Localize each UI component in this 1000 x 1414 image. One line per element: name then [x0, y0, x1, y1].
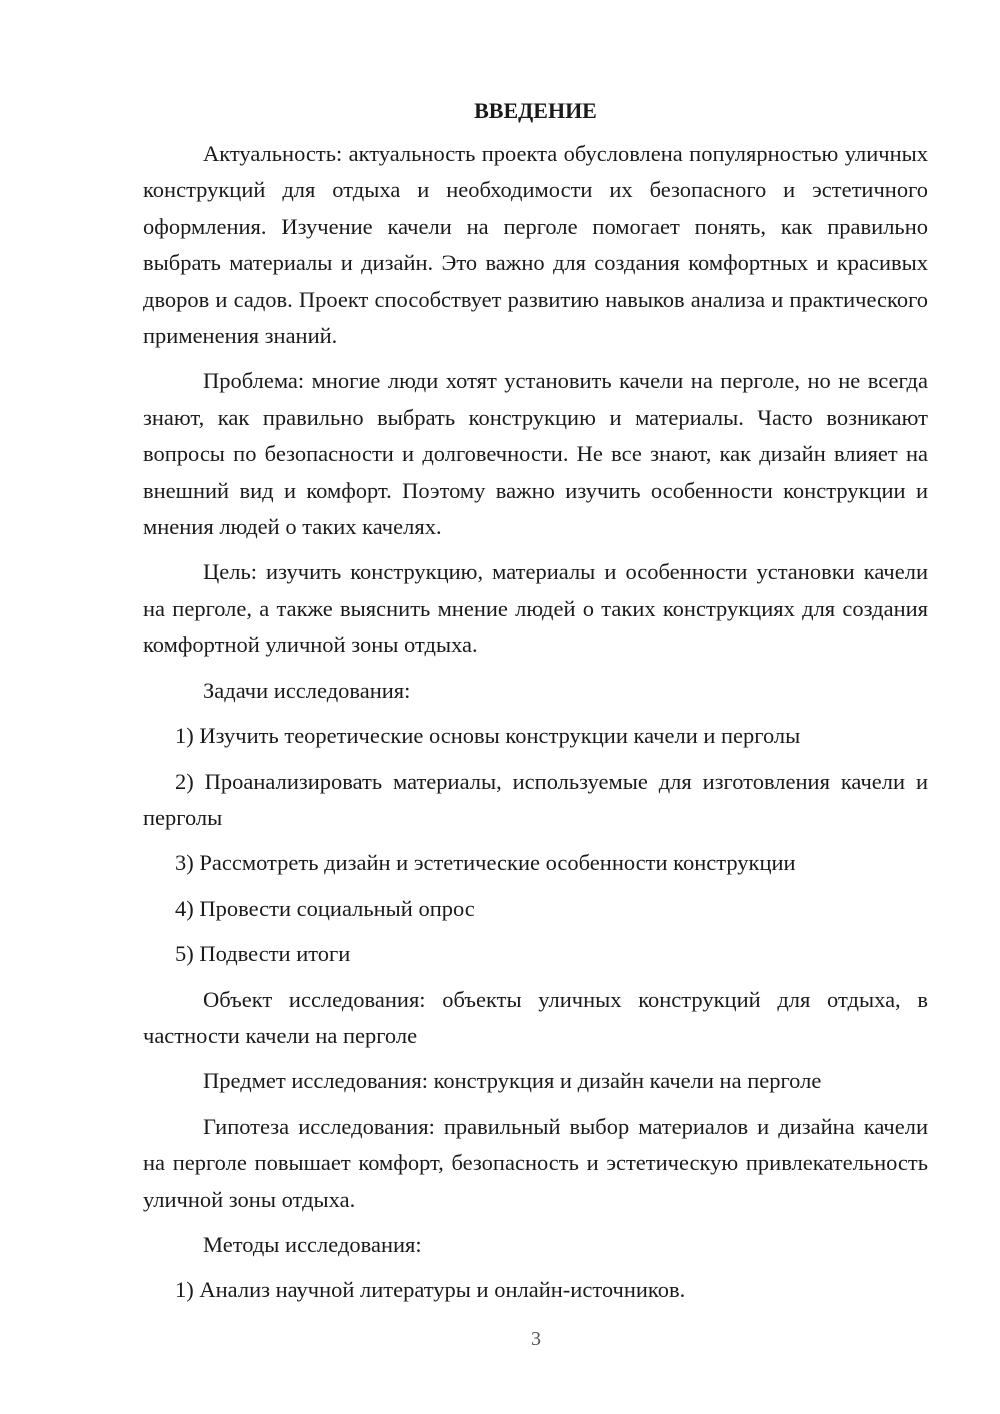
- paragraph-problem: Проблема: многие люди хотят установить качели на перголе, но не всегда знают, как правильно выбрать конструкцию и материалы. Часто возникают вопросы по безопасности и долговечности. Не все знают, как дизайн влияет на внешний вид и комфорт. Поэтому важно изучить особенности конструкции и мнения людей о таких качелях.: [143, 368, 928, 540]
- paragraph-goal: Цель: изучить конструкцию, материалы и особенности установки качели на перголе, а также выяснить мнение людей о таких конструкциях для создания комфортной уличной зоны отдыха.: [143, 559, 928, 658]
- task-item-5: 5) Подвести итоги: [175, 941, 351, 967]
- task-item-2: 2) Проанализировать материалы, используемые для изготовления качели и перголы: [143, 768, 928, 830]
- page-number: 3: [531, 1328, 541, 1350]
- task-item-1: 1) Изучить теоретические основы конструкции качели и перголы: [175, 723, 801, 749]
- task-item-4: 4) Провести социальный опрос: [175, 895, 475, 921]
- page-content: [143, 94, 928, 1318]
- method-item-1: 1) Анализ научной литературы и онлайн-источников.: [175, 1277, 686, 1303]
- paragraph-tasks-heading: Задачи исследования:: [203, 677, 411, 703]
- paragraph-relevance: Актуальность: актуальность проекта обусловлена популярностью уличных конструкций для отдыха и необходимости их безопасного и эстетичного оформления. Изучение качели на перголе помогает понять, как правильно выбрать материалы и дизайн. Это важно для создания комфортных и красивых дворов и садов. Проект способствует развитию навыков анализа и практического применения знаний.: [143, 141, 928, 349]
- paragraph-subject: Предмет исследования: конструкция и дизайн качели на перголе: [203, 1068, 822, 1094]
- task-item-3: 3) Рассмотреть дизайн и эстетические особенности конструкции: [175, 850, 796, 876]
- paragraph-object: Объект исследования: объекты уличных конструкций для отдыха, в частности качели на перголе: [143, 986, 928, 1048]
- page-title: ВВЕДЕНИЕ: [474, 98, 597, 123]
- paragraph-hypothesis: Гипотеза исследования: правильный выбор материалов и дизайна качели на перголе повышает комфорт, безопасность и эстетическую привлекательность уличной зоны отдыха.: [143, 1113, 928, 1212]
- paragraph-methods-heading: Методы исследования:: [203, 1231, 422, 1257]
